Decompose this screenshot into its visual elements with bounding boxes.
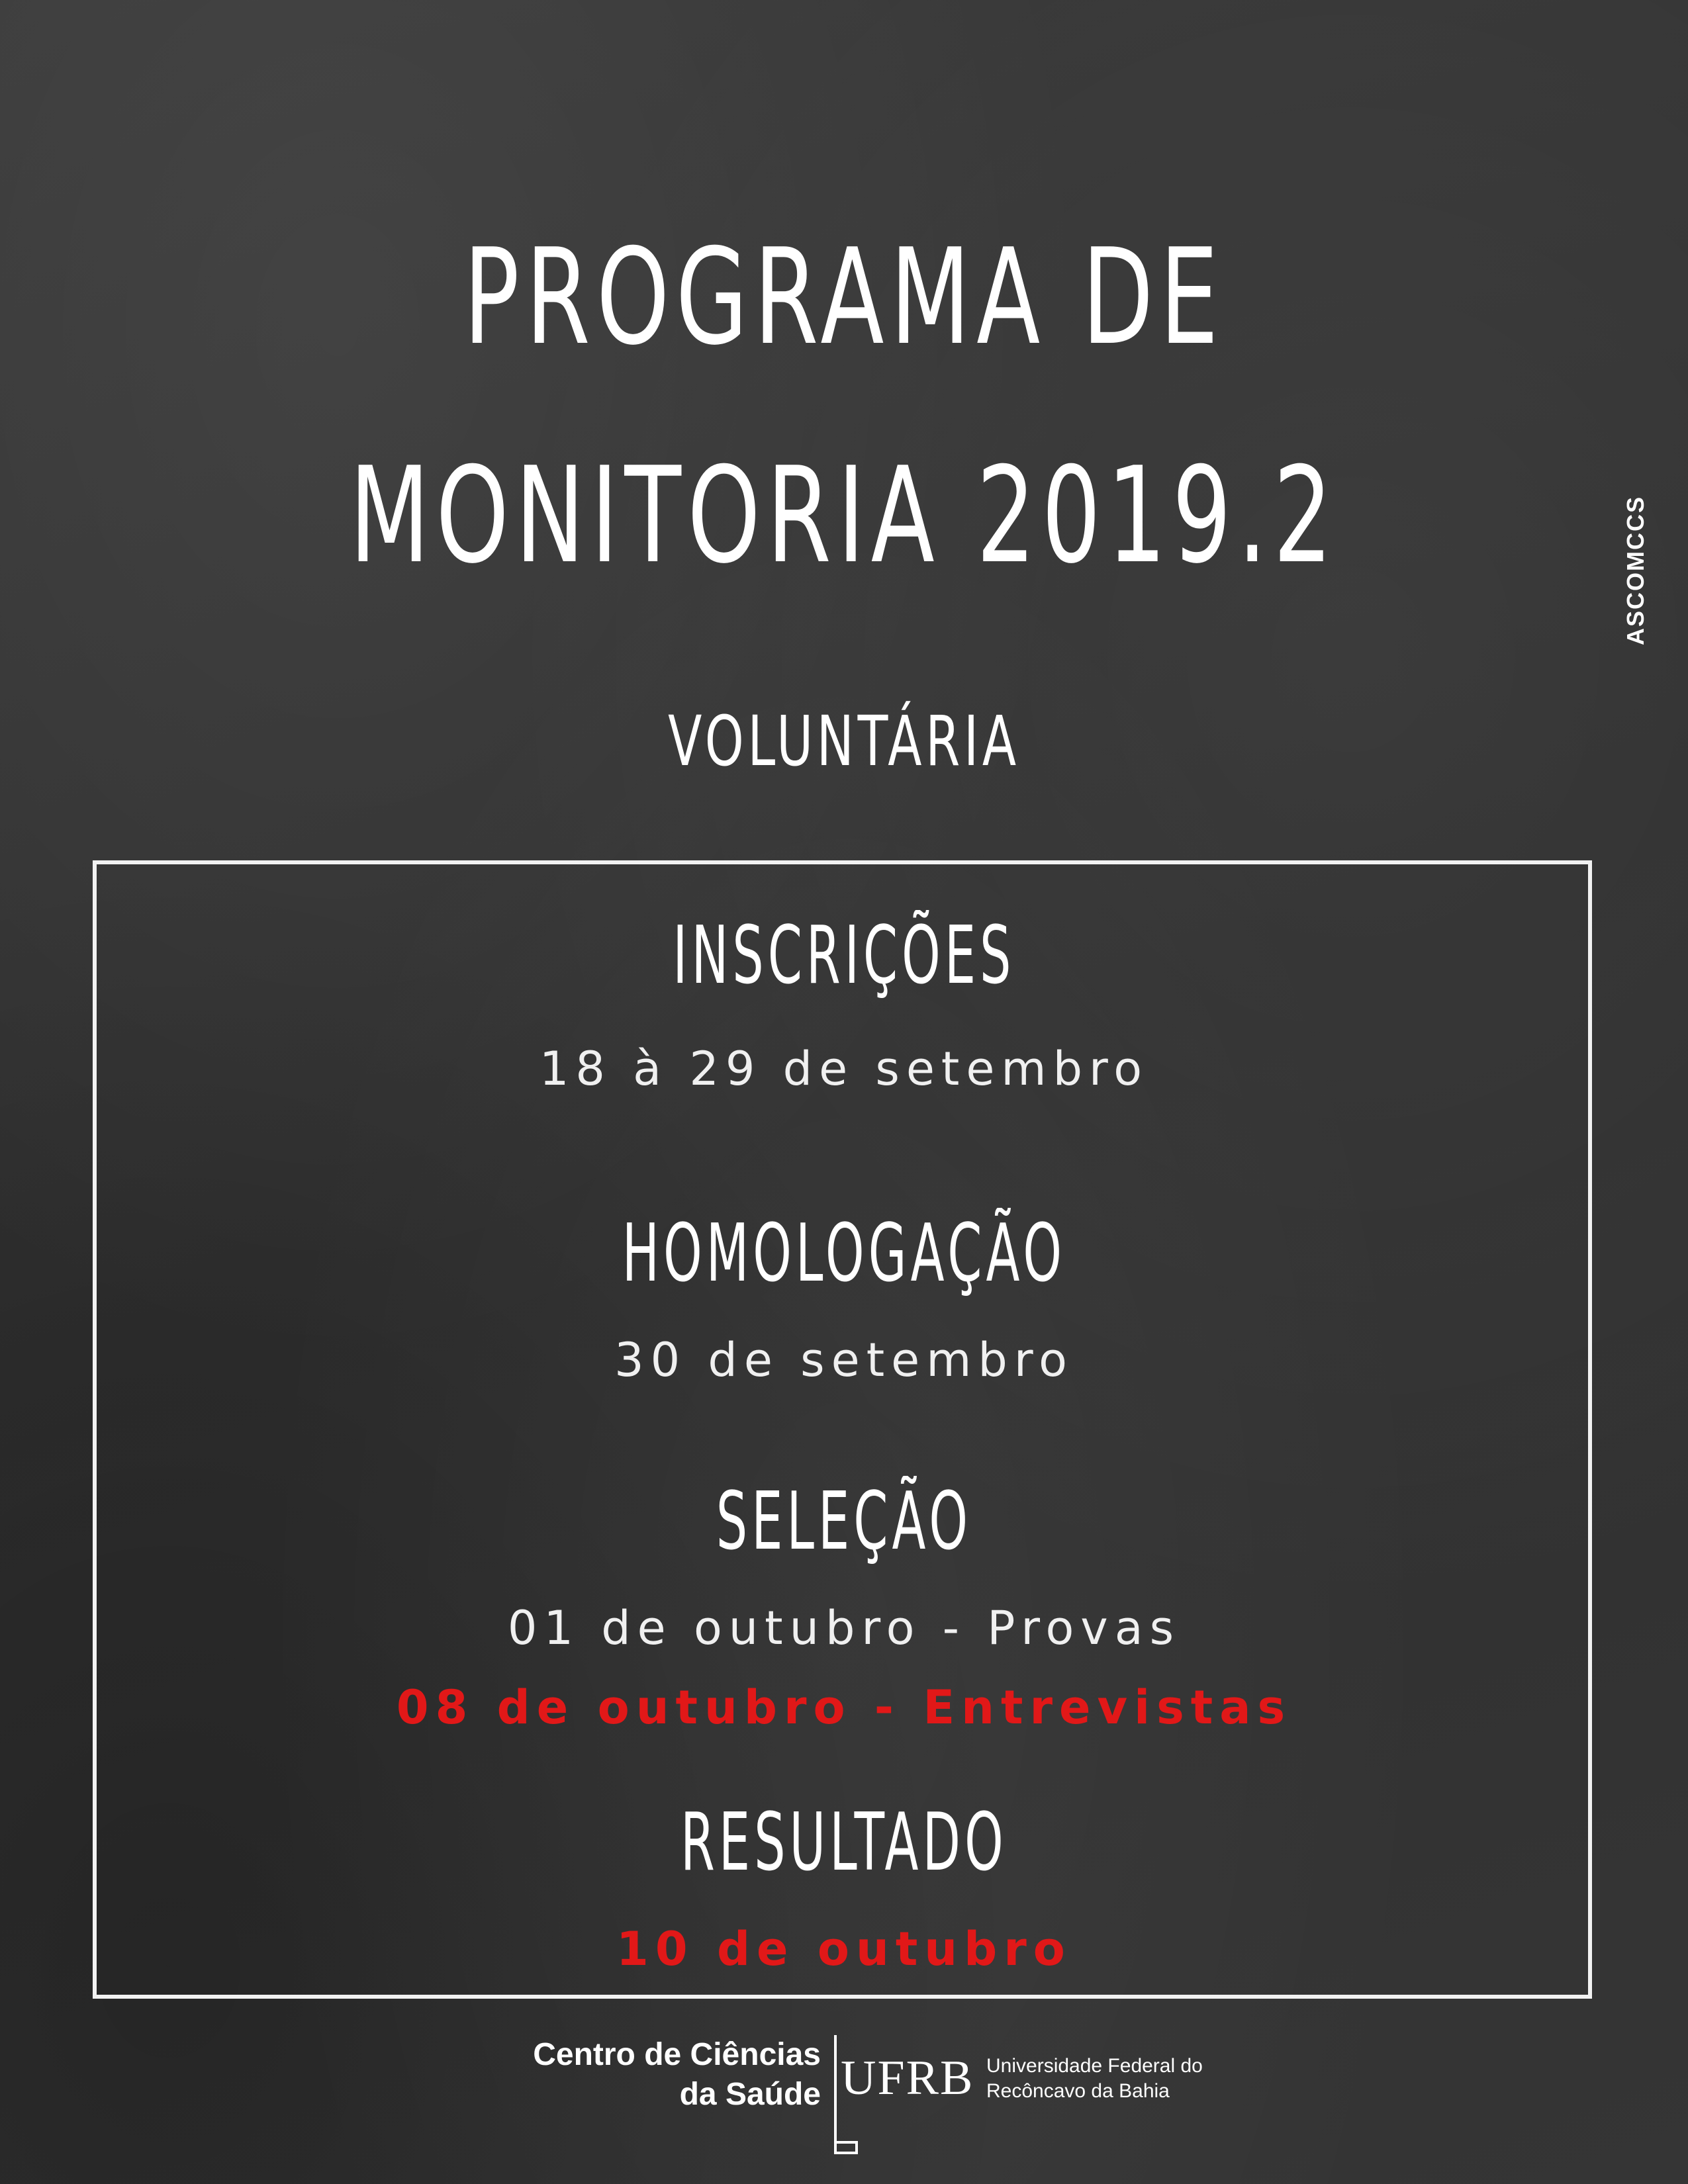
ufrb-logo-mark: UFRB [841, 2051, 974, 2105]
schedule-date-selecao-entrevistas: 08 de outubro - Entrevistas [396, 1680, 1292, 1735]
ufrb-logo-bar [834, 2035, 837, 2151]
schedule-date-selecao-provas: 01 de outubro - Provas [507, 1601, 1181, 1655]
ccs-logo-line-1: Centro de Ciências [533, 2037, 821, 2072]
poster-title-line-1: PROGRAMA DE [463, 220, 1225, 375]
poster-title-line-2: MONITORIA 2019.2 [349, 439, 1339, 593]
schedule-date-resultado: 10 de outubro [616, 1922, 1072, 1976]
schedule-heading-homologacao: HOMOLOGAÇÃO [622, 1208, 1066, 1300]
university-name-line-2: Recôncavo da Bahia [986, 2080, 1170, 2102]
schedule-date-homologacao: 30 de setembro [614, 1333, 1074, 1387]
footer-logos [523, 2035, 1218, 2167]
poster-subtitle: VOLUNTÁRIA [668, 701, 1020, 782]
university-name-line-1: Universidade Federal do [986, 2055, 1203, 2077]
ccs-logo-line-2: da Saúde [679, 2077, 821, 2112]
schedule-heading-inscricoes: INSCRIÇÕES [673, 910, 1015, 1002]
ufrb-logo-square [834, 2141, 858, 2154]
schedule-heading-resultado: RESULTADO [680, 1797, 1008, 1889]
side-credit: ASCOMCCS [1622, 495, 1649, 645]
schedule-heading-selecao: SELEÇÃO [716, 1476, 972, 1568]
schedule-date-inscricoes: 18 à 29 de setembro [539, 1042, 1149, 1096]
